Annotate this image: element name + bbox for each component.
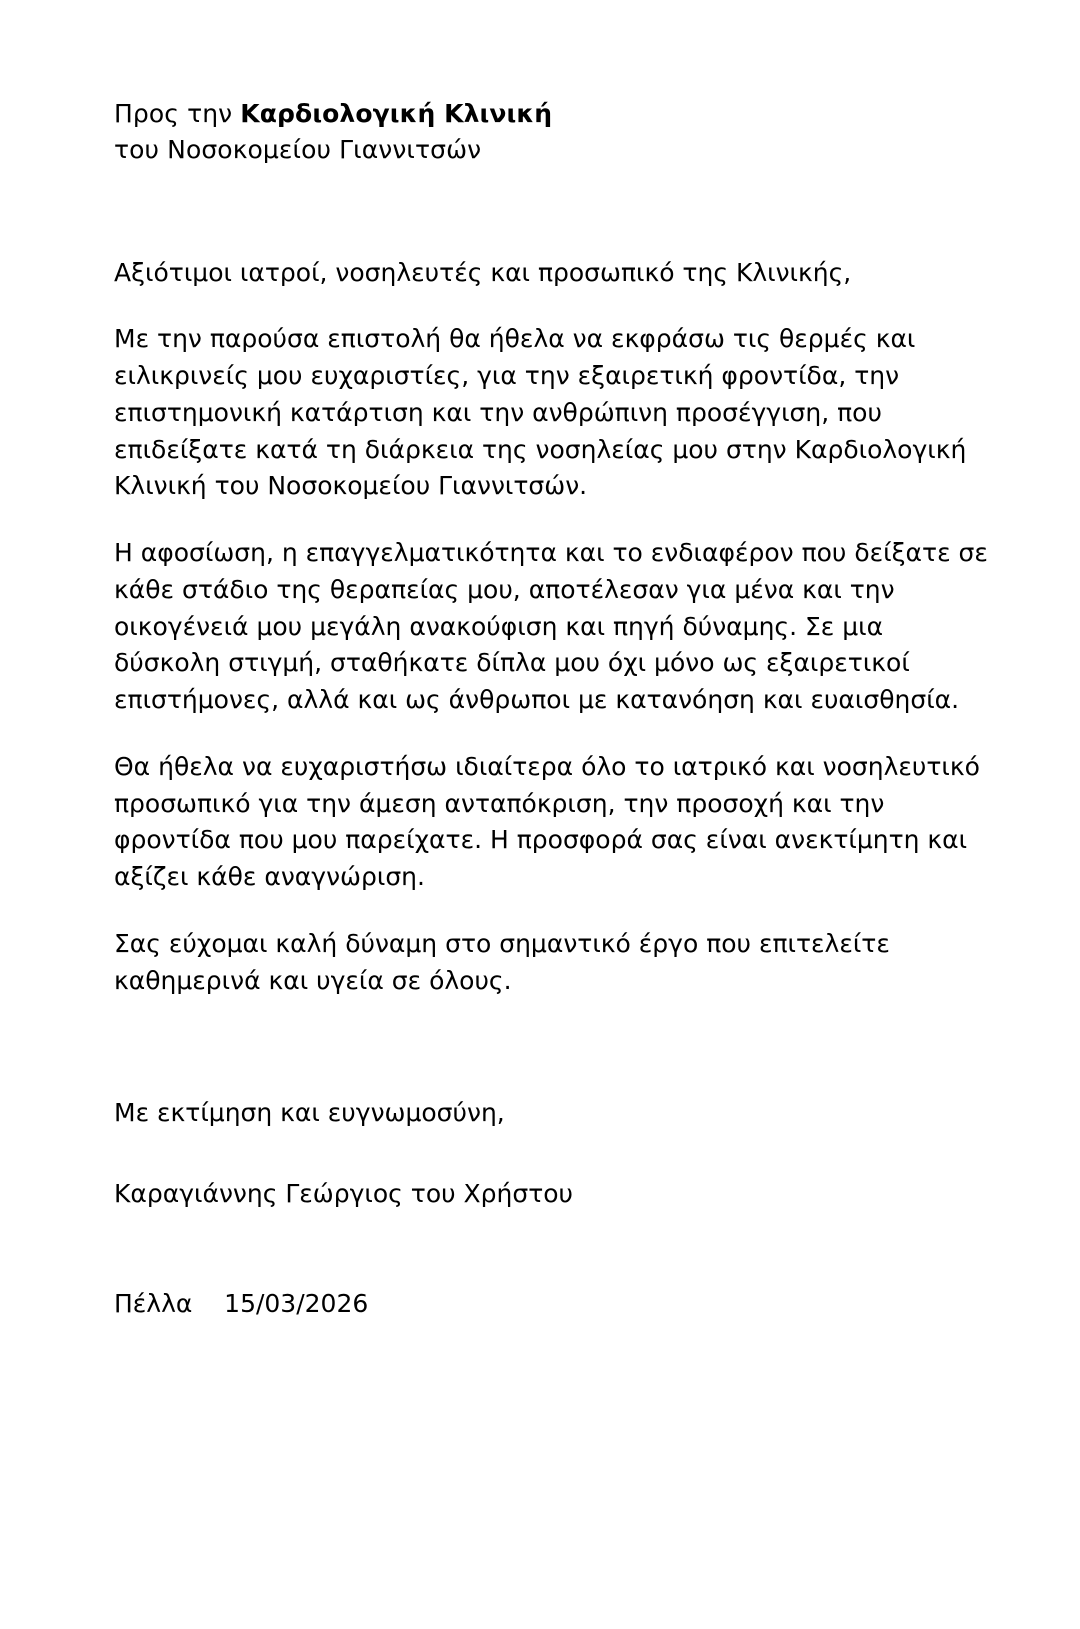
paragraph-4: Σας εύχομαι καλή δύναμη στο σημαντικό έργο που επιτελείτε καθημερινά και υγεία σε όλους. (114, 928, 890, 995)
body-paragraphs (114, 321, 994, 999)
addressee-line-2: του Νοσοκομείου Γιαννιτσών (114, 134, 482, 164)
paragraph-3: Θα ήθελα να ευχαριστήσω ιδιαίτερα όλο το ιατρικό και νοσηλευτικό προσωπικό για την άμεση ανταπόκριση, την προσοχή και την φροντίδα που μου παρείχατε. Η προσφορά σας είναι ανεκτίμητη και αξίζει κάθε αναγνώριση. (114, 751, 980, 891)
addressee-prefix: Προς την (114, 99, 241, 128)
paragraph-2: Η αφοσίωση, η επαγγελματικότητα και το ενδιαφέρον που δείξατε σε κάθε στάδιο της θεραπείας μου, αποτέλεσαν για μένα και την οικογένειά μου μεγάλη ανακούφιση και πηγή δύναμης. Σε μια δύσκολη στιγμή, σταθήκατε δίπλα μου όχι μόνο ως εξαιρετικοί επιστήμονες, αλλά και ως άνθρωποι με κατανόηση και ευαισθησία. (114, 538, 988, 714)
letter-body (114, 96, 994, 1322)
addressee-line-1 (114, 96, 994, 132)
paragraph-1: Με την παρούσα επιστολή θα ήθελα να εκφράσω τις θερμές και ειλικρινείς μου ευχαριστίες, για την εξαιρετική φροντίδα, την επιστημονική κατάρτιση και την ανθρώπινη προσέγγιση, που επιδείξατε κατά τη διάρκεια της νοσηλείας μου στην Καρδιολογική Κλινική του Νοσοκομείου Γιαννιτσών. (114, 324, 967, 501)
signer-name: Καραγιάννης Γεώργιος του Χρήστου (114, 1178, 574, 1208)
addressee-clinic-name: Καρδιολογική Κλινική (240, 99, 553, 128)
place-and-date: Πέλλα 15/03/2026 (114, 1288, 369, 1318)
signature-block (114, 1095, 994, 1322)
spacer (114, 167, 994, 255)
addressee-block (114, 96, 994, 167)
greeting-line: Αξιότιμοι ιατροί, νοσηλευτές και προσωπικό της Κλινικής, (114, 258, 852, 287)
closing-line: Με εκτίμηση και ευγνωμοσύνη, (114, 1098, 505, 1128)
